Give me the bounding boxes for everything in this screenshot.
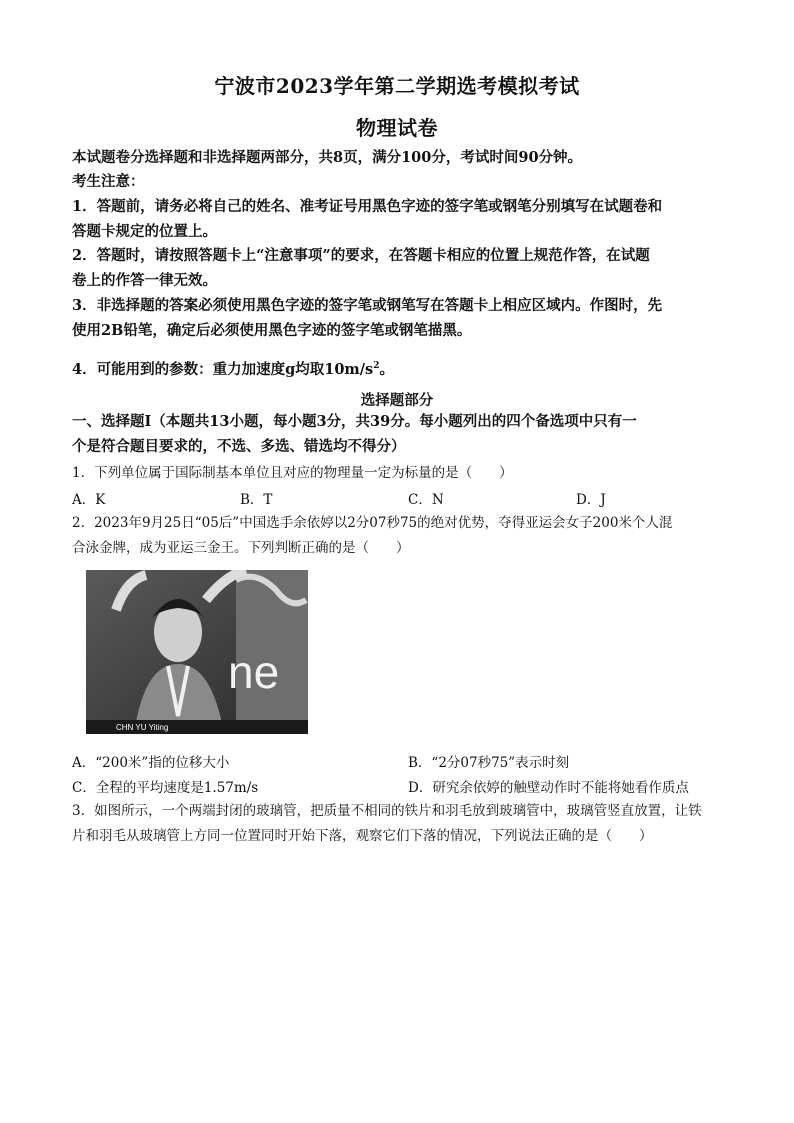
photo-background-text: ne [228, 646, 280, 698]
notice-3b: 使用2B铅笔，确定后必须使用黑色字迹的签字笔或钢笔描黑。 [72, 322, 472, 339]
q1-option-c: C．N [408, 492, 444, 508]
q1-option-d: D．J [576, 492, 606, 508]
q2-option-b: B．“2分07秒75”表示时刻 [408, 755, 570, 771]
question-1-stem: 1．下列单位属于国际制基本单位且对应的物理量一定为标量的是（ ） [72, 465, 513, 481]
question-3-stem-a: 3．如图所示，一个两端封闭的玻璃管，把质量不相同的铁片和羽毛放到玻璃管中，玻璃管竖直放置，让铁 [72, 803, 702, 819]
q1-option-b: B．T [240, 492, 273, 508]
notice-4-text: 4．可能用到的参数：重力加速度g均取10m/s [72, 360, 374, 378]
notice-4-exponent: 2 [373, 361, 380, 371]
q2-option-c: C．全程的平均速度是1.57m/s [72, 780, 259, 796]
part1-instructions-a: 一、选择题Ⅰ（本题共13小题，每小题3分，共39分。每小题列出的四个备选项中只有一 [72, 413, 637, 430]
question-3-stem-b: 片和羽毛从玻璃管上方同一位置同时开始下落，观察它们下落的情况，下列说法正确的是（ ） [72, 828, 653, 844]
exam-subtitle: 物理试卷 [356, 116, 438, 140]
section-title: 选择题部分 [360, 392, 434, 409]
exam-title: 宁波市2023学年第二学期选考模拟考试 [214, 74, 580, 98]
notice-2b: 卷上的作答一律无效。 [72, 272, 217, 289]
part1-instructions-b: 个是符合题目要求的，不选、多选、错选均不得分） [72, 438, 406, 455]
intro-summary: 本试题卷分选择题和非选择题两部分，共8页，满分100分，考试时间90分钟。 [72, 149, 583, 166]
question-2-stem-b: 合泳金牌，成为亚运三金王。下列判断正确的是（ ） [72, 540, 410, 556]
notice-title: 考生注意： [72, 173, 145, 190]
notice-2a: 2．答题时，请按照答题卡上“注意事项”的要求，在答题卡相应的位置上规范作答，在试题 [72, 247, 650, 264]
notice-1b: 答题卡规定的位置上。 [72, 223, 217, 240]
q2-option-a: A．“200米”指的位移大小 [72, 755, 230, 771]
photo-caption: CHN YU Yiting [116, 723, 169, 732]
notice-1a: 1．答题前，请务必将自己的姓名、准考证号用黑色字迹的签字笔或钢笔分别填写在试题卷和 [72, 198, 663, 215]
q1-option-a: A．K [72, 492, 106, 508]
notice-3a: 3．非选择题的答案必须使用黑色字迹的签字笔或钢笔写在答题卡上相应区域内。作图时，先 [72, 297, 663, 314]
q2-option-d: D．研究余依婷的触壁动作时不能将她看作质点 [408, 780, 689, 796]
question-2-stem-a: 2．2023年9月25日“05后”中国选手余依婷以2分07秒75的绝对优势，夺得亚运会女子200米个人混 [72, 515, 673, 531]
athlete-photo [86, 570, 308, 734]
notice-4 [72, 356, 732, 380]
notice-4-end: 。 [379, 360, 394, 378]
